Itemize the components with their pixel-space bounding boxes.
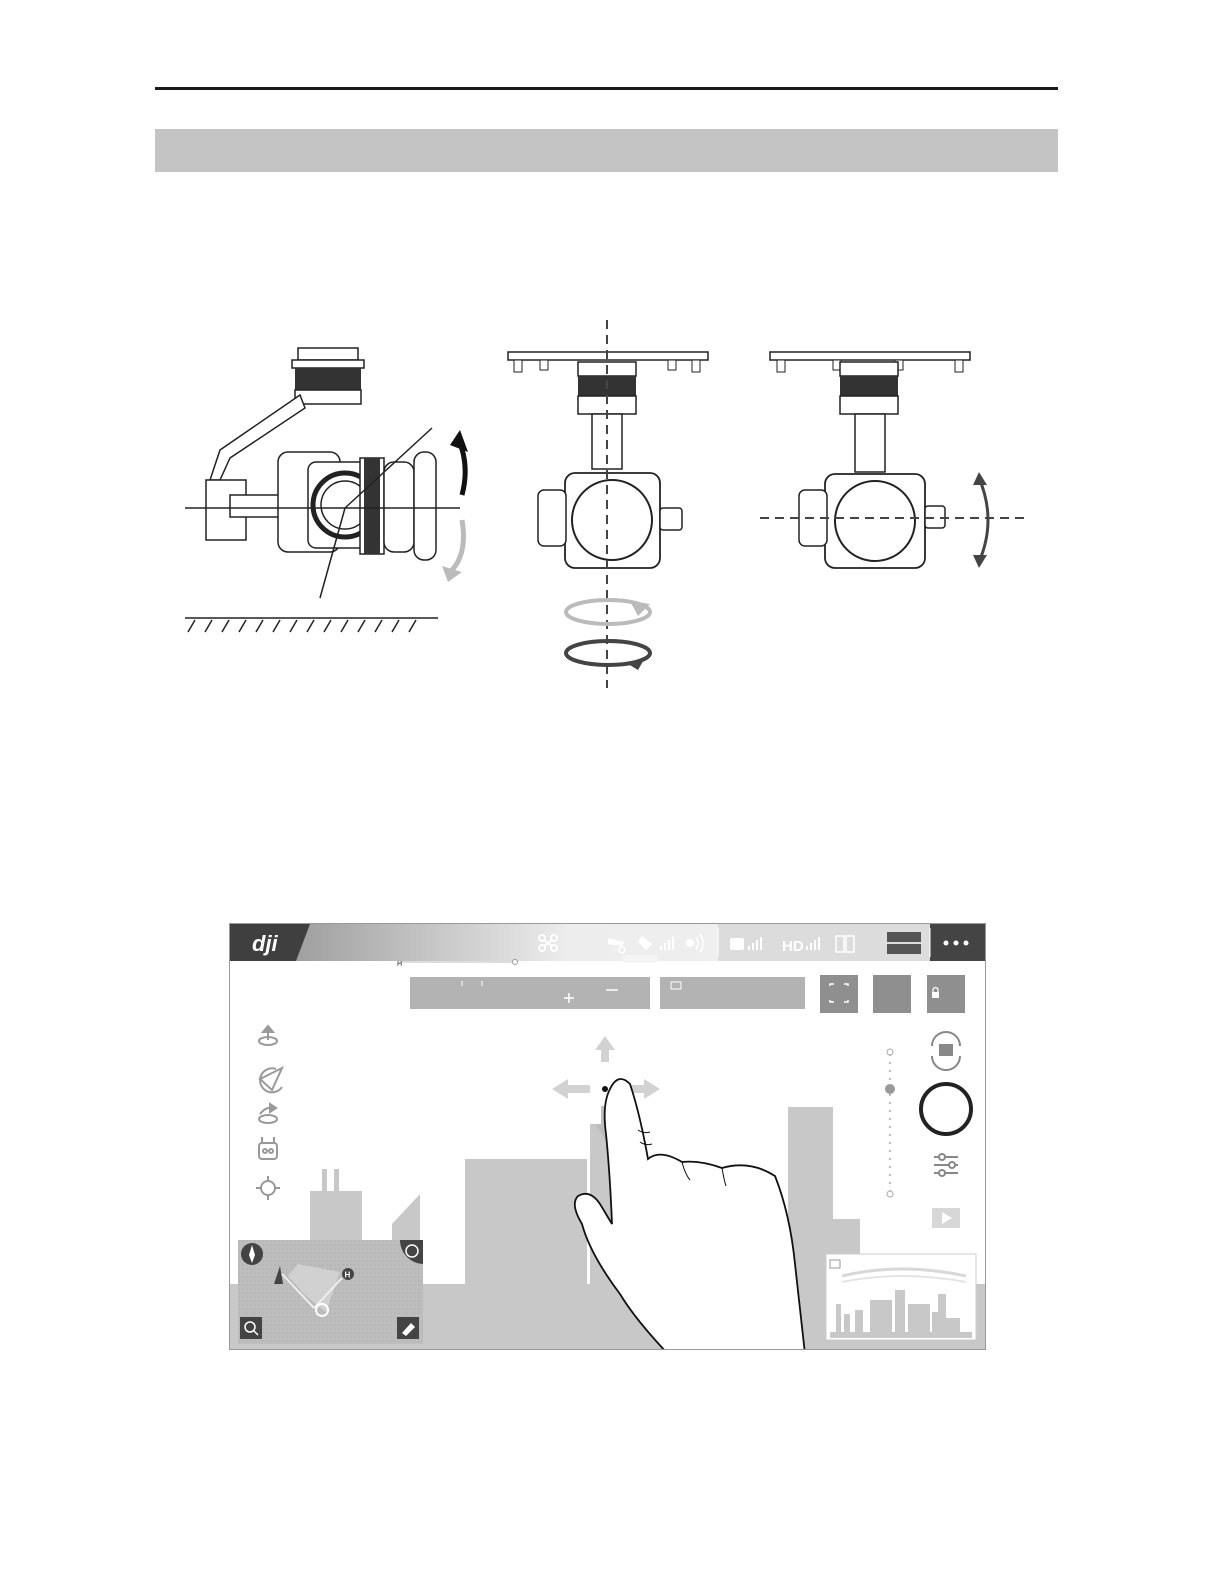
touch-point xyxy=(602,1086,608,1092)
target-icon[interactable] xyxy=(256,1176,280,1200)
intelligent-flight-icon[interactable] xyxy=(260,1068,282,1092)
hd-label: HD xyxy=(782,938,804,955)
map-zoom-button[interactable] xyxy=(240,1317,262,1339)
zoom-focus-panel[interactable] xyxy=(410,977,650,1009)
focus-frame-button[interactable] xyxy=(820,975,858,1013)
takeoff-icon[interactable] xyxy=(259,1026,277,1045)
shutter-button[interactable] xyxy=(921,1084,971,1134)
more-options-icon[interactable] xyxy=(944,941,969,946)
camera-info-panel[interactable] xyxy=(660,977,805,1009)
ev-slider[interactable] xyxy=(885,1049,895,1197)
page-top-rule xyxy=(155,87,1058,90)
camera-preview-thumbnail[interactable] xyxy=(826,1254,976,1340)
lock-icon xyxy=(932,992,939,998)
battery-percent-box xyxy=(887,944,921,954)
app-screen xyxy=(229,923,986,1350)
playback-icon[interactable] xyxy=(932,1208,960,1228)
camera-settings-icon[interactable] xyxy=(934,1154,958,1176)
home-point-label: H xyxy=(344,1270,351,1280)
remote-controller-icon[interactable] xyxy=(259,1137,277,1159)
return-home-icon[interactable] xyxy=(259,1104,277,1123)
dji-logo[interactable]: dji xyxy=(252,931,278,956)
ae-button[interactable] xyxy=(873,975,911,1013)
camera-switch-icon[interactable] xyxy=(932,1032,960,1070)
top-tab[interactable] xyxy=(622,955,658,963)
app-canvas xyxy=(230,924,985,1349)
mini-map[interactable] xyxy=(238,1240,423,1344)
move-left-arrow xyxy=(552,1079,590,1099)
move-up-arrow xyxy=(595,1036,615,1062)
home-marker-small: H xyxy=(397,961,403,968)
gimbal-front-view-tilt xyxy=(755,340,1030,580)
gimbal-front-view-pan xyxy=(500,318,715,690)
gimbal-side-view xyxy=(180,340,470,640)
section-heading-bar xyxy=(155,129,1058,172)
battery-voltage-box xyxy=(887,932,921,942)
